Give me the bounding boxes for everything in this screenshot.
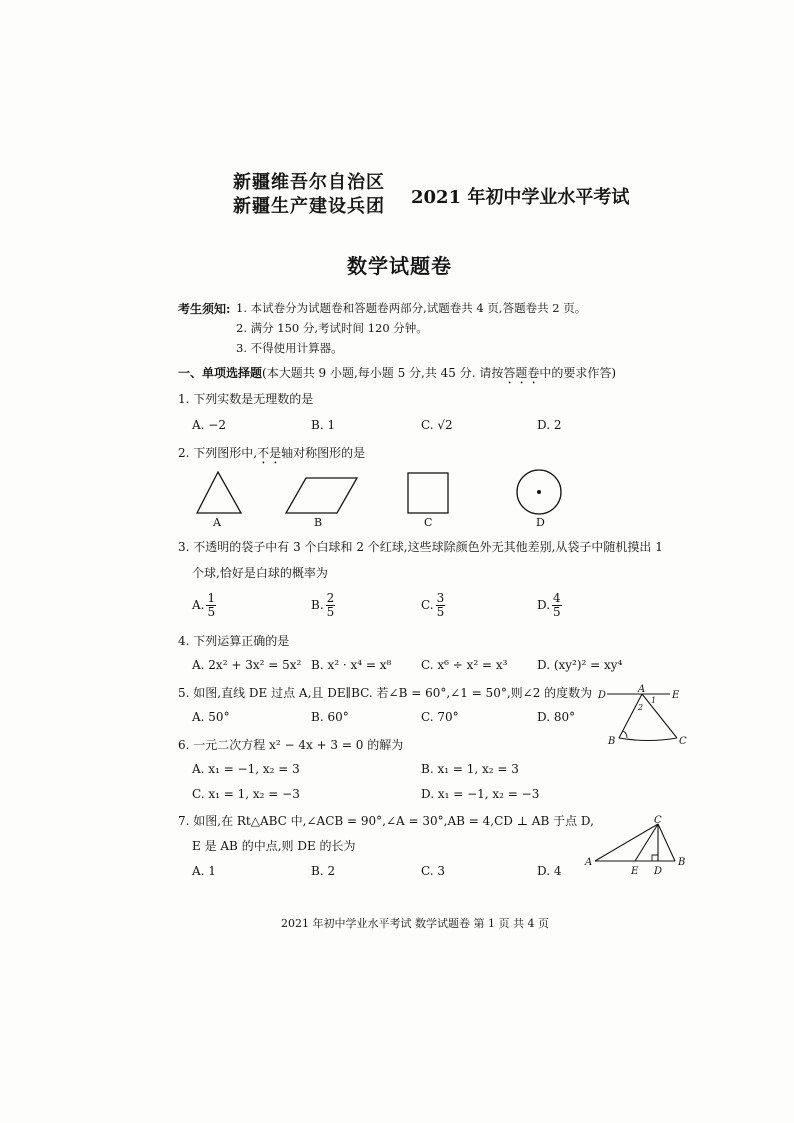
point-c-label: C	[679, 736, 687, 747]
angle-b-arc	[623, 731, 627, 738]
exam-title: 2021 年初中学业水平考试	[411, 187, 630, 208]
segment-bc	[619, 738, 677, 741]
notice-label: 考生须知:	[178, 302, 231, 316]
fraction-numerator: 4	[553, 591, 561, 605]
q5-option-c: C. 70°	[421, 710, 459, 724]
q2-label-a: A	[213, 516, 221, 529]
q3-stem-line2: 个球,恰好是白球的概率为	[192, 566, 328, 580]
section1-desc-emphasis: 答题卷	[503, 366, 540, 380]
section1-desc: (本大题共 9 小题,每小题 5 分,共 45 分. 请按	[262, 366, 504, 380]
q7-option-a: A. 1	[192, 864, 216, 878]
q1-option-b: B. 1	[311, 418, 336, 432]
q3-stem-line1: 3. 不透明的袋子中有 3 个白球和 2 个红球,这些球除颜色外无其他差别,从袋子中随机摸出 1	[178, 540, 663, 554]
q2-stem	[178, 444, 365, 467]
angle-1-label: 1	[651, 696, 657, 705]
q4-option-d: D. (xy²)² = xy⁴	[537, 658, 623, 672]
point-d-label: D	[598, 690, 607, 701]
q7-option-c: C. 3	[421, 864, 446, 878]
fraction-denominator: 5	[326, 605, 335, 619]
page-footer: 2021 年初中学业水平考试 数学试题卷 第 1 页 共 4 页	[281, 917, 549, 930]
section1-desc-end: 中的要求作答)	[539, 366, 617, 380]
notice-item-2: 2. 满分 150 分,考试时间 120 分钟。	[236, 321, 428, 335]
q5-stem: 5. 如图,直线 DE 过点 A,且 DE∥BC. 若∠B = 60°,∠1 = 50°,则∠2 的度数为	[178, 686, 593, 700]
triangle-shape	[197, 472, 241, 513]
q2-stem-end: 轴对称图形的是	[281, 446, 366, 460]
q1-stem: 1. 下列实数是无理数的是	[178, 392, 314, 406]
q2-label-b: B	[314, 516, 323, 529]
q1-option-a: A. −2	[192, 418, 226, 432]
q3-option-d-fraction	[552, 592, 562, 619]
q3-option-a	[192, 592, 216, 619]
circle-center-dot	[537, 490, 541, 494]
region-name-line1: 新疆维吾尔自治区	[233, 172, 385, 193]
notice-item-1: 1. 本试卷分为试题卷和答题卷两部分,试题卷共 4 页,答题卷共 2 页。	[236, 301, 587, 315]
q7-option-b: B. 2	[311, 864, 336, 878]
q4-option-b: B. x² · x⁴ = x⁸	[311, 658, 392, 672]
point-e-label: E	[631, 866, 639, 877]
q2-shapes-figure	[0, 468, 794, 528]
q5-option-a: A. 50°	[192, 710, 230, 724]
fraction-numerator: 2	[326, 591, 335, 605]
point-a-label: A	[585, 857, 593, 868]
fraction-denominator: 5	[207, 605, 216, 619]
point-b-label: B	[678, 857, 686, 868]
q6-option-a: A. x₁ = −1, x₂ = 3	[192, 762, 300, 776]
parallelogram-shape	[286, 478, 357, 513]
q7-option-d: D. 4	[537, 864, 562, 878]
point-b-label: B	[608, 736, 616, 747]
q5-option-b: B. 60°	[311, 710, 349, 724]
segment-ce	[635, 824, 658, 861]
section1-title: 一、单项选择题	[178, 366, 263, 380]
q4-option-a: A. 2x² + 3x² = 5x²	[192, 658, 302, 672]
point-d-label: D	[654, 866, 663, 877]
q6-option-d: D. x₁ = −1, x₂ = −3	[421, 787, 540, 801]
q3-option-a-letter: A.	[192, 598, 205, 612]
q3-option-c-letter: C.	[421, 598, 434, 612]
q6-stem: 6. 一元二次方程 x² − 4x + 3 = 0 的解为	[178, 738, 404, 752]
region-name-line2: 新疆生产建设兵团	[233, 196, 385, 217]
fraction-numerator: 3	[436, 591, 445, 605]
paper-title: 数学试题卷	[347, 254, 452, 278]
q3-option-a-fraction	[206, 592, 216, 619]
fraction-denominator: 5	[553, 605, 561, 619]
q1-option-c: C. √2	[421, 418, 453, 432]
q5-option-d: D. 80°	[537, 710, 576, 724]
q7-stem-line1: 7. 如图,在 Rt△ABC 中,∠ACB = 90°,∠A = 30°,AB = 4,CD ⊥ AB 于点 D,	[178, 814, 594, 828]
square-shape	[408, 473, 448, 513]
q3-option-b-fraction	[326, 592, 336, 619]
q3-option-b-letter: B.	[311, 598, 324, 612]
q2-label-d: D	[536, 516, 545, 529]
segment-ab	[619, 694, 642, 738]
q3-option-c-fraction	[436, 592, 446, 619]
q7-geometry-figure	[585, 815, 695, 879]
q6-option-c: C. x₁ = 1, x₂ = −3	[192, 787, 300, 801]
q3-option-d-letter: D.	[537, 598, 551, 612]
point-c-label: C	[654, 815, 662, 826]
q4-stem: 4. 下列运算正确的是	[178, 634, 290, 648]
q4-option-c: C. x⁶ ÷ x² = x³	[421, 658, 508, 672]
q1-option-d: D. 2	[537, 418, 562, 432]
q3-option-d	[537, 592, 562, 619]
fraction-denominator: 5	[436, 605, 445, 619]
angle-2-label: 2	[638, 703, 644, 712]
q2-label-c: C	[424, 516, 433, 529]
q2-stem-start: 2. 下列图形中,	[178, 446, 258, 460]
q7-stem-line2: E 是 AB 的中点,则 DE 的长为	[192, 839, 356, 853]
notice-item-3: 3. 不得使用计算器。	[236, 341, 343, 355]
segment-ac	[595, 824, 658, 861]
q6-option-b: B. x₁ = 1, x₂ = 3	[421, 762, 519, 776]
q5-geometry-figure	[595, 684, 695, 748]
segment-bc	[658, 824, 675, 861]
right-angle-marker	[652, 855, 658, 861]
q2-stem-emphasis: 不是	[257, 446, 282, 460]
q3-option-b	[311, 592, 335, 619]
section1-heading	[178, 364, 616, 387]
point-a-label: A	[638, 684, 646, 695]
q3-option-c	[421, 592, 445, 619]
fraction-numerator: 1	[207, 591, 216, 605]
point-e-label: E	[672, 690, 680, 701]
